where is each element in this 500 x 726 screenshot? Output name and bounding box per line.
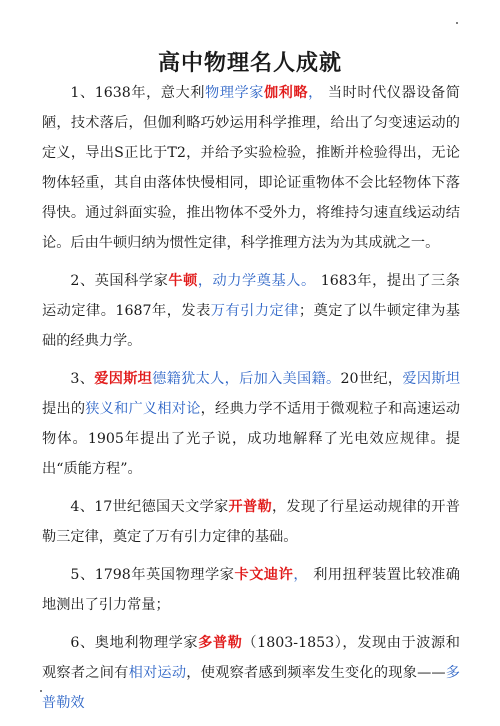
- body-text: 2、英国科学家: [70, 273, 169, 289]
- highlight-text: ，: [308, 85, 323, 101]
- scientist-name: 开普勒: [228, 499, 272, 515]
- paragraph-1: [42, 78, 460, 258]
- highlight-text: 爱因斯坦: [402, 371, 460, 387]
- body-text: 5、1798年英国物理学家: [70, 567, 235, 583]
- scientist-name: 多普勒: [198, 635, 243, 651]
- paragraph-6: [42, 628, 460, 718]
- body-text: ；奠定了以牛顿定律为基础的经典力学。: [42, 303, 460, 349]
- scientist-name: 牛顿: [168, 273, 198, 289]
- paragraph-5: [42, 560, 460, 620]
- highlight-text: 狭义和广义相对论: [85, 401, 201, 417]
- body-text: 4、17世纪德国天文学家: [70, 499, 229, 515]
- body-text: 当时时代仪器设备简陋，技术落后，但伽利略巧妙运用科学推理，给出了匀变速运动的定义，导出S正比于T2，并给予实验检验，推断并检验得出，无论物体轻重，其自由落体快慢相同，即论证重物体不会比轻物体下落得快。通过斜面实验，推出物体不受外力，将维持匀速直线运动结论。后由牛顿归纳为惯性定律，科学推理方法为为其成就之一。: [42, 85, 460, 251]
- body-text: 3、: [70, 371, 95, 387]
- body-text: 20世纪，: [340, 371, 403, 387]
- document-body: [42, 78, 460, 726]
- body-text: 1、1638年，意大利: [70, 85, 205, 101]
- scientist-name: 爱因斯坦: [94, 371, 153, 387]
- highlight-text: 相对运动: [128, 665, 187, 681]
- page-title: 高中物理名人成就: [157, 51, 342, 76]
- highlight-text: 多普勒效: [42, 665, 460, 711]
- scientist-name: 卡文迪许: [234, 567, 294, 583]
- highlight-text: 德籍犹太人，后加入美国籍。: [152, 371, 341, 387]
- corner-mark: [456, 22, 458, 24]
- paragraph-3: [42, 364, 460, 484]
- body-text: ，使观察者感到频率发生变化的现象——: [186, 665, 446, 681]
- highlight-text: 物理学家: [205, 85, 264, 101]
- scientist-name: 伽利略: [263, 85, 309, 101]
- body-text: 6、奥地利物理学家: [70, 635, 199, 651]
- body-text: 1683年，提出了三条运动定律。1687年，发表: [42, 273, 460, 319]
- paragraph-2: [42, 266, 460, 356]
- corner-mark: [40, 690, 42, 692]
- highlight-text: ，动力学奠基人。: [197, 273, 316, 289]
- highlight-text: ，: [293, 567, 309, 583]
- body-text: ，发现了行星运动规律的开普勒三定律，奠定了万有引力定律的基础。: [42, 499, 460, 545]
- highlight-text: 万有引力定律: [210, 303, 299, 319]
- body-text: ，经典力学不适用于微观粒子和高速运动物体。1905年提出了光子说，成功地解释了光电效应规律。提出“质能方程”。: [42, 401, 460, 477]
- body-text: 利用扭秤装置比较准确地测出了引力常量；: [42, 567, 460, 613]
- paragraph-4: [42, 492, 460, 552]
- body-text: 提出的: [42, 401, 86, 417]
- body-text: （1803-1853），发现由于波源和观察者之间有: [42, 635, 460, 681]
